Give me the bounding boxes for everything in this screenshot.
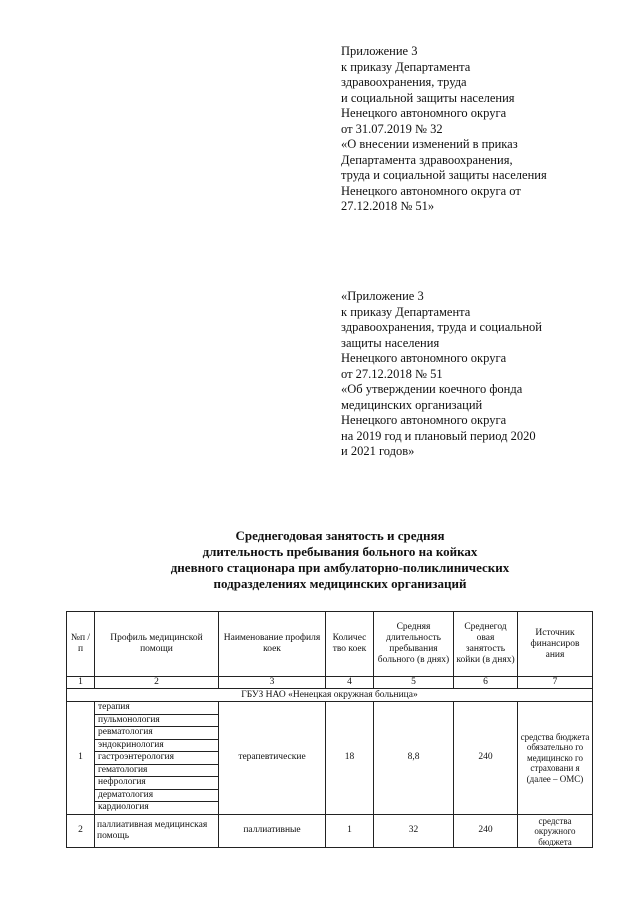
funding-source: средства бюджета обязательно го медицинско го страховани я (далее – ОМС) <box>518 702 593 815</box>
column-number: 3 <box>219 677 326 689</box>
column-number: 6 <box>454 677 518 689</box>
column-number-row <box>67 677 593 689</box>
appendix-line: к приказу Департамента <box>341 304 471 319</box>
header-count: Количес тво коек <box>326 612 374 677</box>
group-title: ГБУЗ НАО «Ненецкая окружная больница» <box>67 689 593 702</box>
table-row <box>67 814 593 847</box>
title-line: дневного стационара при амбулаторно-поликлинических <box>170 560 510 575</box>
bed-occupancy-table <box>66 611 593 848</box>
funding-source-cell <box>518 814 593 847</box>
bed-count: 1 <box>326 814 374 847</box>
appendix-line: 27.12.2018 № 51» <box>341 199 435 213</box>
profile-list <box>95 702 219 815</box>
appendix-line: «О внесении изменений в приказ <box>341 137 518 151</box>
appendix-line: Ненецкого автономного округа <box>341 413 507 427</box>
appendix-line: Ненецкого автономного округа <box>341 106 507 120</box>
appendix-line: от 31.07.2019 № 32 <box>341 121 443 136</box>
appendix-line: Приложение 3 <box>341 44 418 58</box>
column-number: 2 <box>95 677 219 689</box>
bed-profile: паллиативные <box>219 814 326 847</box>
appendix-line: защиты населения <box>341 335 440 350</box>
appendix-line: «Приложение 3 <box>341 289 424 303</box>
profile-item: нефрология <box>95 777 218 790</box>
profile-item: гематология <box>95 765 218 778</box>
column-number: 1 <box>67 677 95 689</box>
appendix-line: труда и социальной защиты населения <box>341 168 547 182</box>
appendix-line: Департамента здравоохранения, <box>341 152 513 167</box>
table-header-row <box>67 612 593 677</box>
header-num: №п /п <box>67 612 95 677</box>
header-source: Источник финансиров ания <box>518 612 593 677</box>
appendix-line: Ненецкого автономного округа <box>341 351 507 365</box>
appendix-amendment-header <box>341 44 547 215</box>
funding-source: средства окружного бюджета <box>534 815 576 846</box>
profile-item: дерматология <box>95 790 218 803</box>
title-line: подразделениях медицинских организаций <box>213 576 467 591</box>
profile-cell: паллиативная медицинская помощь <box>95 814 219 847</box>
header-occupancy: Среднегод овая занятость койки (в днях) <box>454 612 518 677</box>
group-row <box>67 689 593 702</box>
profile-item: пульмонология <box>95 715 218 728</box>
appendix-line: здравоохранения, труда <box>341 75 467 89</box>
appendix-line: и социальной защиты населения <box>341 90 515 105</box>
profile-item: терапия <box>95 702 218 715</box>
appendix-line: «Об утверждении коечного фонда <box>341 382 523 396</box>
header-bed-profile: Наименование профиля коек <box>219 612 326 677</box>
appendix-original-header <box>341 289 542 460</box>
header-avg-stay: Средняя длительность пребывания больного (в днях) <box>374 612 454 677</box>
column-number: 5 <box>374 677 454 689</box>
column-number: 7 <box>518 677 593 689</box>
avg-stay: 8,8 <box>374 702 454 815</box>
appendix-line: на 2019 год и плановый период 2020 <box>341 428 536 443</box>
appendix-line: от 27.12.2018 № 51 <box>341 366 443 381</box>
profile-item: эндокринология <box>95 740 218 753</box>
column-number: 4 <box>326 677 374 689</box>
occupancy: 240 <box>454 702 518 815</box>
appendix-line: к приказу Департамента <box>341 59 471 74</box>
appendix-line: медицинских организаций <box>341 397 483 412</box>
row-num: 2 <box>67 814 95 847</box>
title-line: длительность пребывания больного на койках <box>202 544 478 559</box>
appendix-line: Ненецкого автономного округа от <box>341 183 521 198</box>
document-title <box>90 528 590 592</box>
row-num: 1 <box>67 702 95 815</box>
occupancy: 240 <box>454 814 518 847</box>
appendix-line: и 2021 годов» <box>341 444 415 458</box>
bed-count: 18 <box>326 702 374 815</box>
profile-item: кардиология <box>98 802 149 812</box>
bed-profile: терапевтические <box>219 702 326 815</box>
table-row <box>67 702 593 815</box>
header-profile: Профиль медицинской помощи <box>95 612 219 677</box>
profile-item: ревматология <box>95 727 218 740</box>
appendix-line: здравоохранения, труда и социальной <box>341 320 542 334</box>
title-line: Среднегодовая занятость и средняя <box>235 528 445 543</box>
avg-stay: 32 <box>374 814 454 847</box>
profile-item: гастроэнтерология <box>95 752 218 765</box>
